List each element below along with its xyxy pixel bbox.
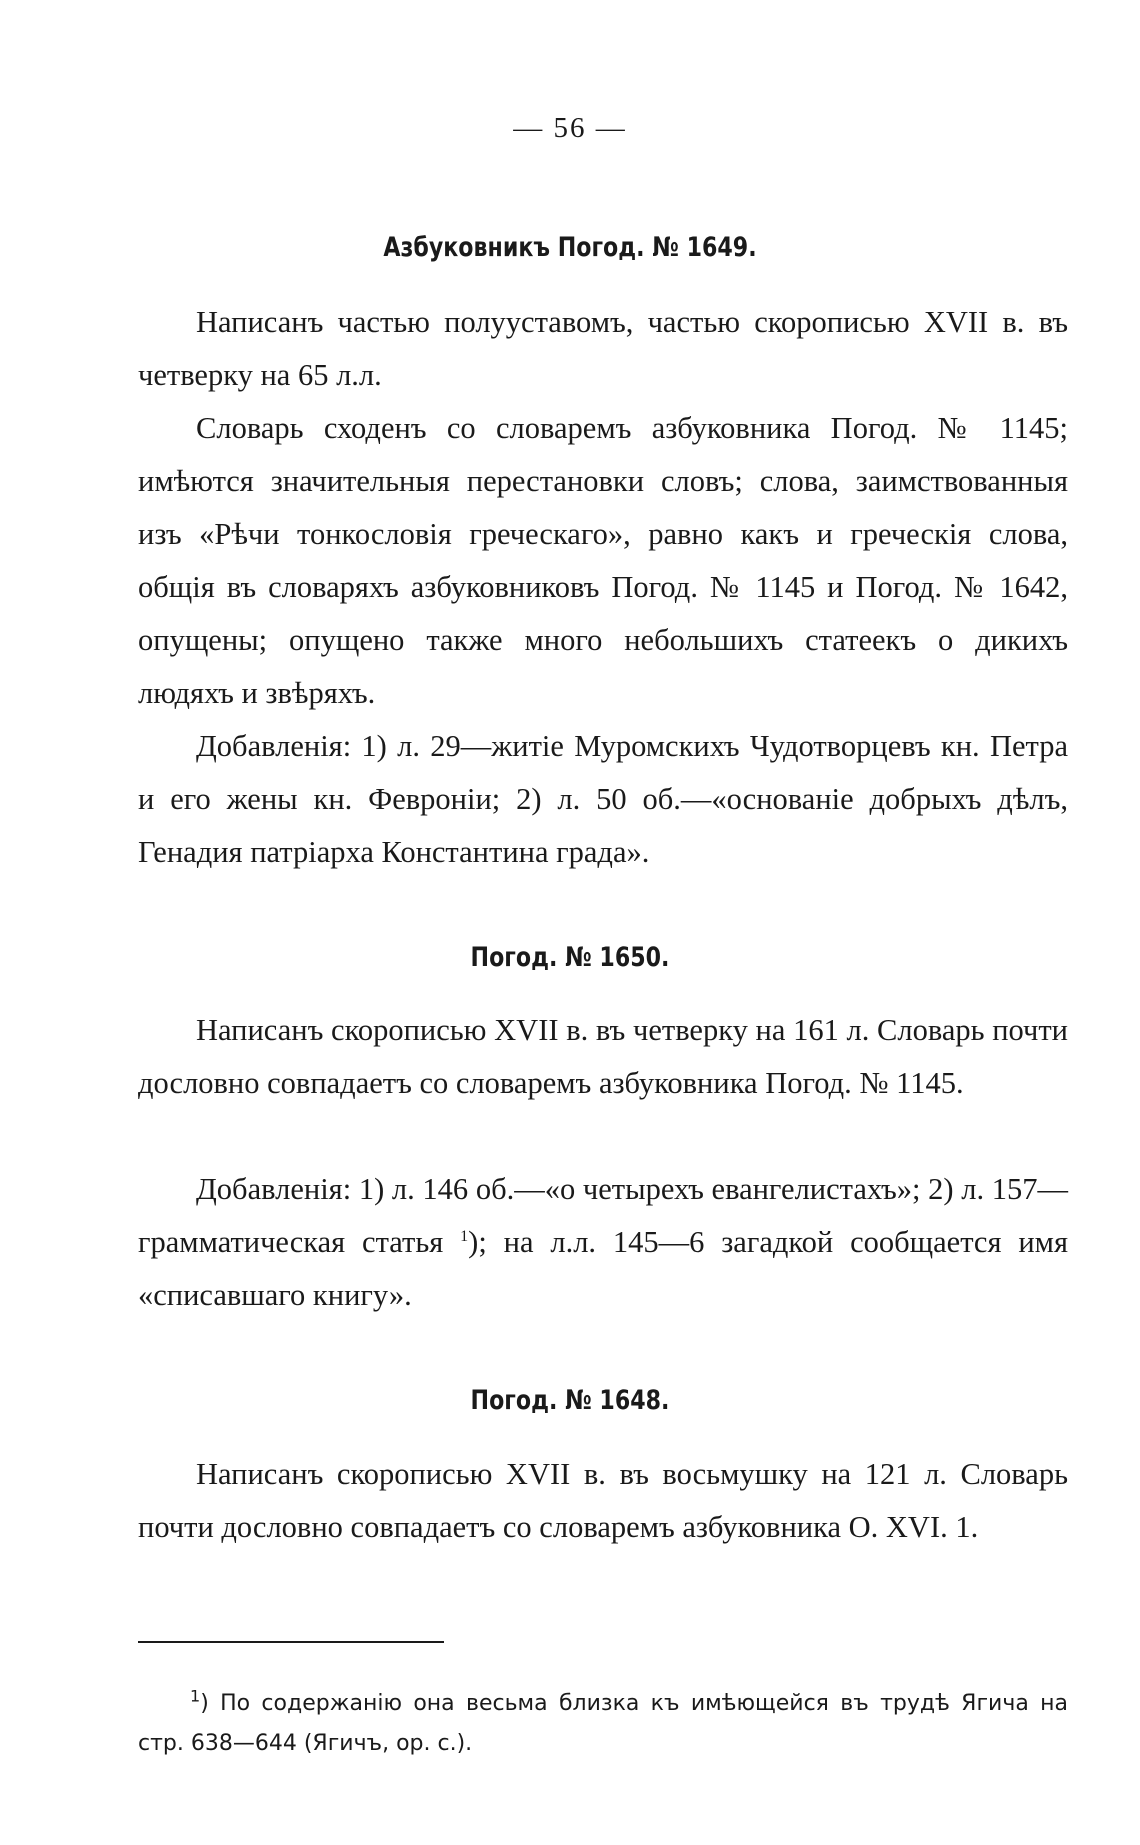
section-heading-1649: Азбуковникъ Погод. № 1649.	[383, 232, 757, 263]
paragraph-text: Написанъ частью полууставомъ, частью скорописью XVII в. въ четверку на 65 л.л.	[138, 305, 1068, 392]
footnote-divider	[138, 1641, 444, 1643]
paragraph-text: Написанъ скорописью XVII в. въ четверку на 161 л. Словарь почти дословно совпадаетъ со словаремъ азбуковника Погод. № 1145.	[138, 1013, 1068, 1100]
paragraph	[138, 720, 1068, 879]
paragraph-text: ); на л.л. 145—6 загадкой сообщается имя «списавшаго книгу».	[138, 1225, 1068, 1312]
paragraph-text: Словарь сходенъ со словаремъ азбуковника Погод. № 1145; имѣются значительныя перестановки словъ; слова, заимствованныя изъ «Рѣчи тонкословія греческаго», равно какъ и греческія слова, общія въ словаряхъ азбуковниковъ Погод. № 1145 и Погод. № 1642, опущены; опущено также много небольшихъ статеекъ о дикихъ людяхъ и звѣряхъ.	[138, 411, 1068, 710]
footnote-marker: 1	[190, 1686, 201, 1706]
paragraph-text: Написанъ скорописью XVII в. въ восьмушку на 121 л. Словарь почти дословно совпадаетъ со словаремъ азбуковника О. XVI. 1.	[138, 1457, 1068, 1544]
paragraph	[138, 1163, 1068, 1322]
footnote-reference: 1	[460, 1227, 469, 1245]
paragraph	[138, 1448, 1068, 1554]
paragraph-text: Добавленія: 1) л. 146 об.—«о четырехъ евангелистахъ»; 2) л. 157—грамматическая статья	[138, 1172, 1068, 1259]
paragraph	[138, 1004, 1068, 1110]
paragraph	[138, 402, 1068, 720]
footnote-text: ) По содержанію она весьма близка къ имѣющейся въ трудѣ Ягича на стр. 638—644 (Ягичъ, ор. с.).	[138, 1691, 1068, 1756]
section-heading-1650: Погод. № 1650.	[470, 942, 670, 973]
paragraph-text: Добавленія: 1) л. 29—житіе Муромскихъ Чудотворцевъ кн. Петра и его жены кн. Февроніи; 2) л. 50 об.—«основаніе добрыхъ дѣлъ, Генадия патріарха Константина града».	[138, 729, 1068, 869]
section-heading-1648: Погод. № 1648.	[470, 1385, 670, 1416]
footnote	[138, 1684, 1068, 1764]
paragraph	[138, 296, 1068, 402]
page-number: — 56 —	[513, 112, 627, 144]
